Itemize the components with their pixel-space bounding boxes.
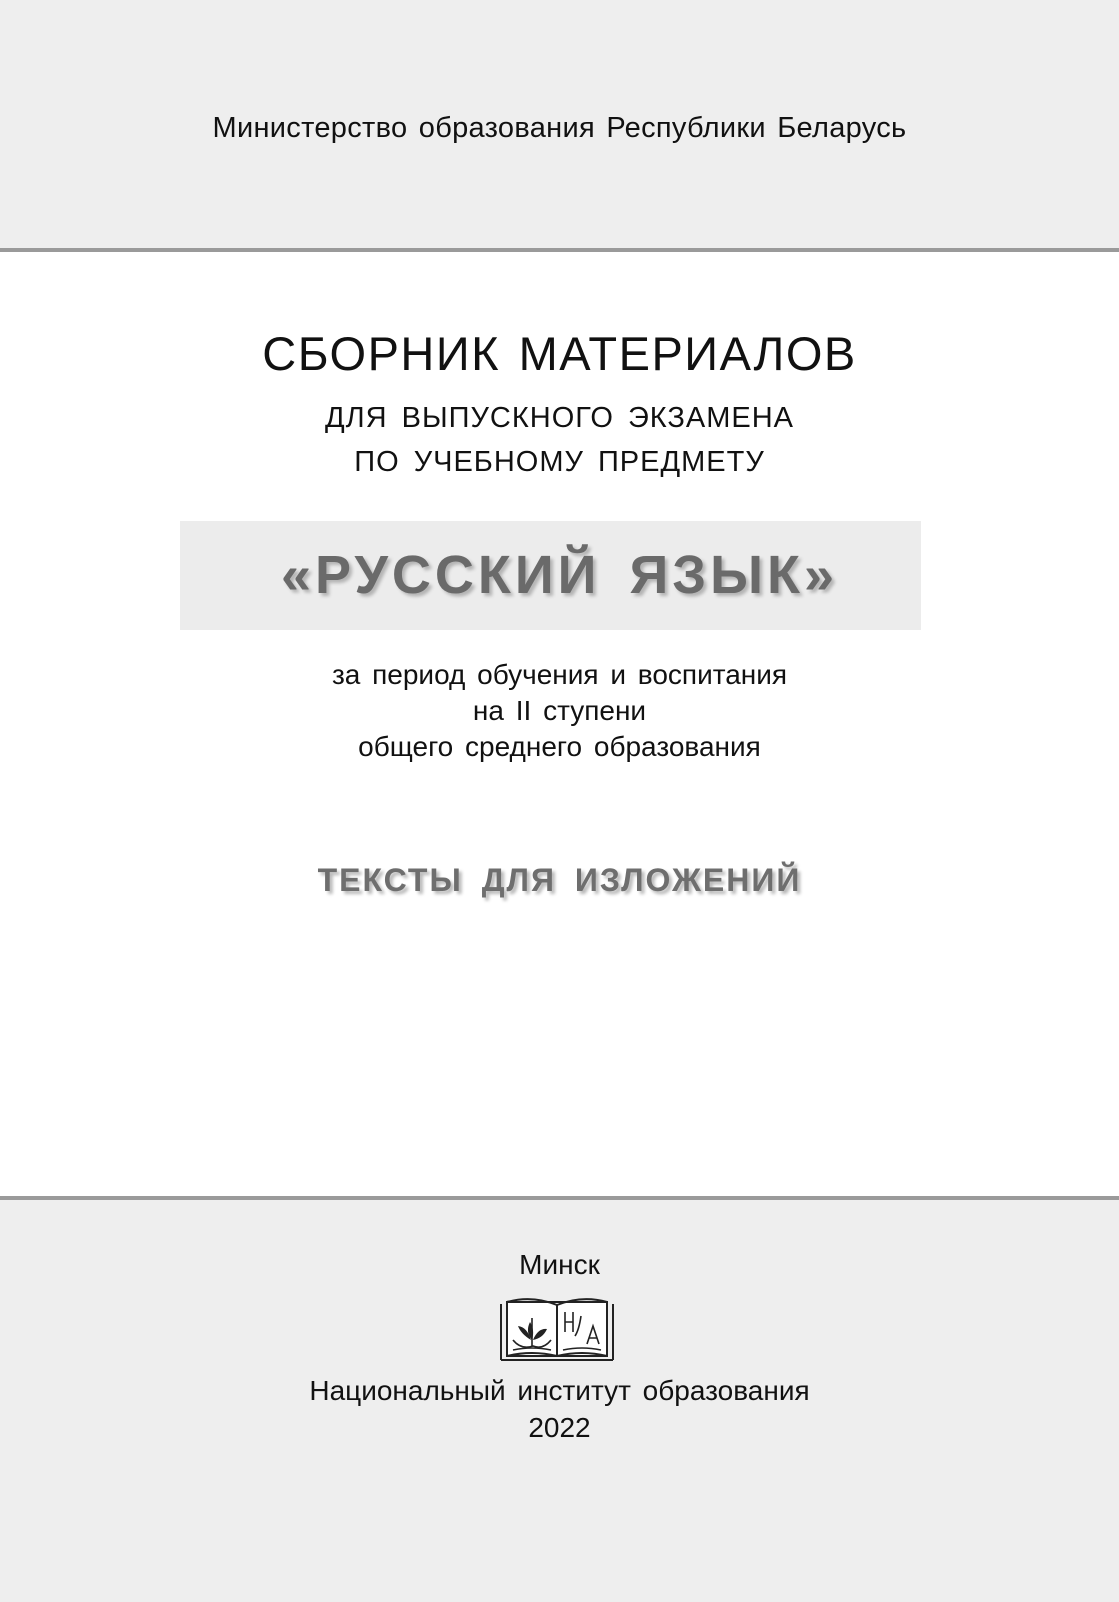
city-name: Минск bbox=[519, 1249, 600, 1280]
publisher-name: Национальный институт образования bbox=[309, 1375, 810, 1406]
page-title: СБОРНИК МАТЕРИАЛОВ bbox=[262, 327, 857, 380]
period-line-1: за период обучения и воспитания bbox=[331, 659, 788, 690]
subtitle-line-2: ПО УЧЕБНОМУ ПРЕДМЕТУ bbox=[354, 446, 765, 478]
period-line-2: на II ступени bbox=[472, 695, 647, 726]
period-line-3: общего среднего образования bbox=[358, 731, 761, 762]
subject-title: «РУССКИЙ ЯЗЫК» bbox=[280, 545, 838, 605]
publisher-logo-icon bbox=[499, 1296, 615, 1366]
publication-year: 2022 bbox=[528, 1412, 591, 1443]
ministry-name: Министерство образования Республики Беларусь bbox=[212, 112, 907, 144]
section-heading: ТЕКСТЫ ДЛЯ ИЗЛОЖЕНИЙ bbox=[317, 862, 802, 898]
subtitle-line-1: ДЛЯ ВЫПУСКНОГО ЭКЗАМЕНА bbox=[324, 402, 795, 434]
